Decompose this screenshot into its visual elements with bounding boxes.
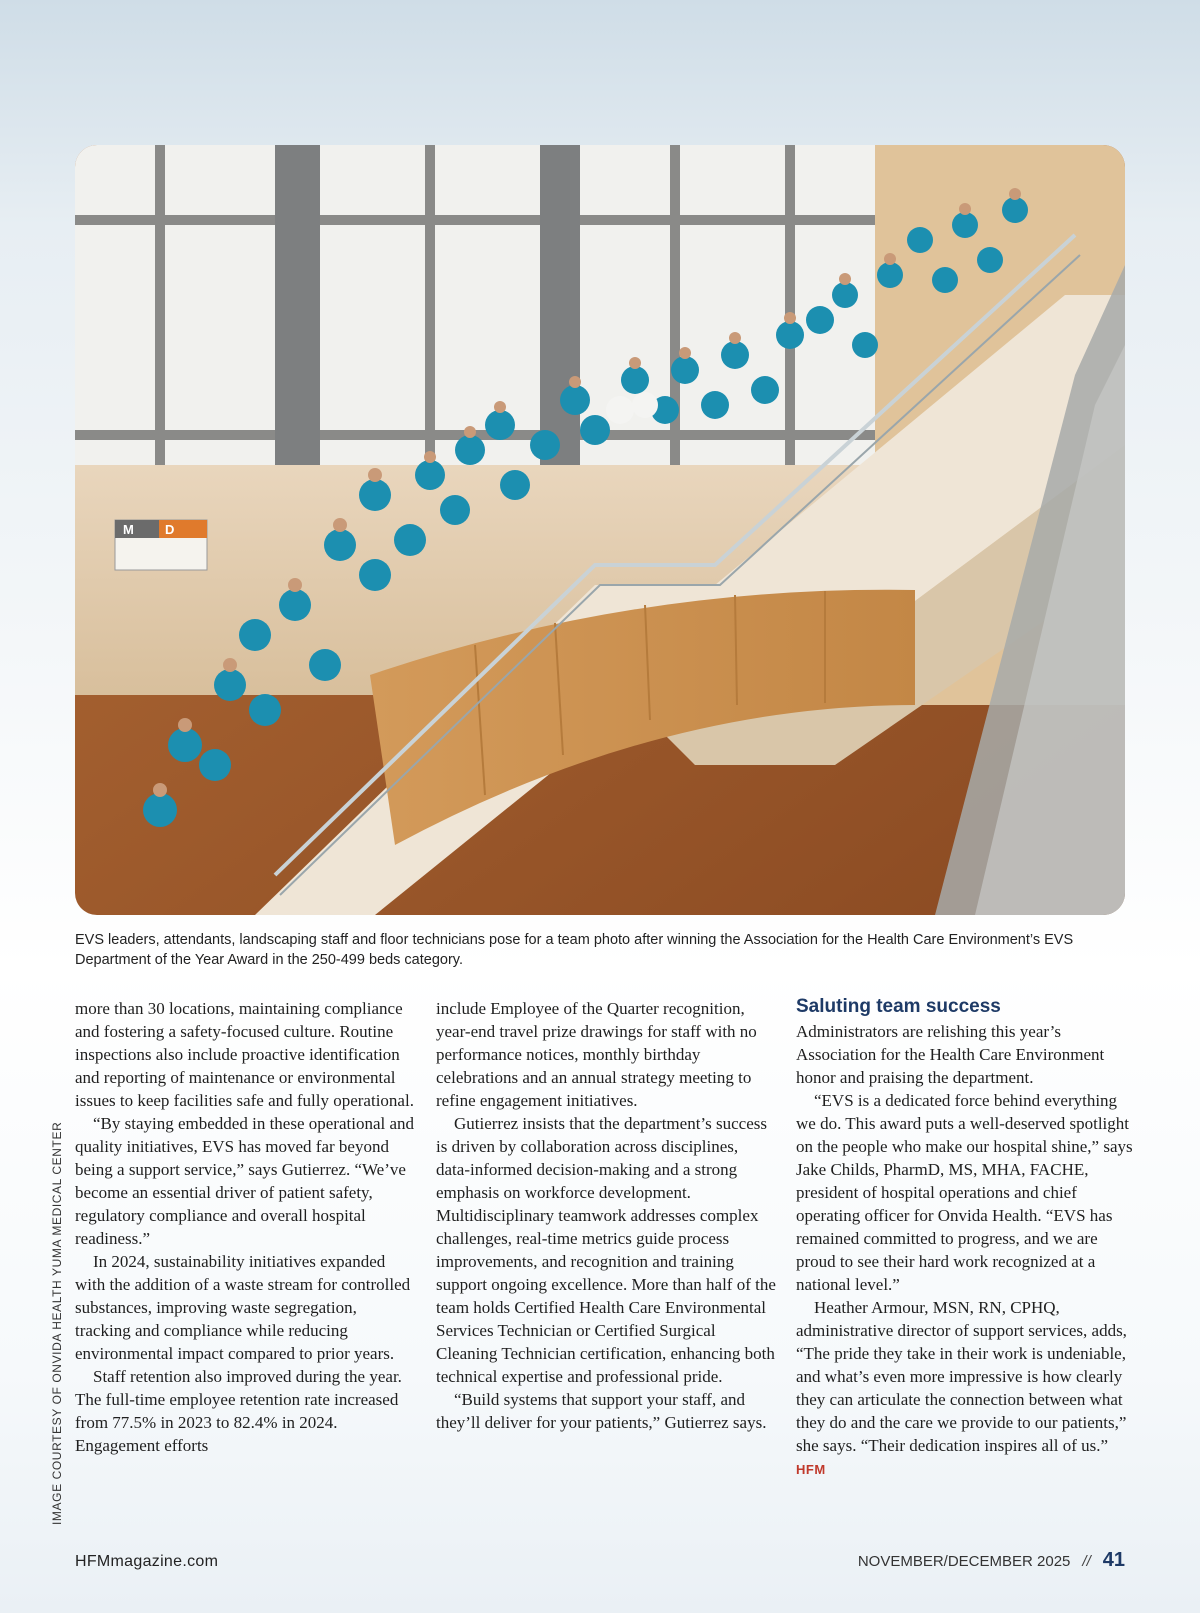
footer-issue [858,1549,1125,1572]
footer-separator: // [1082,1553,1091,1570]
paragraph: “Build systems that support your staff, and they’ll deliver for your patients,” Gutierrez says. [436,1390,767,1432]
paragraph: “By staying embedded in these operational and quality initiatives, EVS has moved far beyond being a support service,” says Gutierrez. “We’ve become an essential driver of patient safety, regulatory compliance and overall hospital readiness.” [75,1114,415,1248]
end-mark: HFM [796,1462,826,1477]
sign-d-text: D [165,522,175,537]
paragraph: include Employee of the Quarter recognition, year-end travel prize drawings for staff with no performance notices, monthly birthday celebrations and an annual strategy meeting to refine engagement initiatives. [436,999,757,1110]
paragraph: Administrators are relishing this year’s Association for the Health Care Environment honor and praising the department. [796,1022,1105,1087]
section-heading: Saluting team success [796,996,1001,1017]
footer-site-link[interactable]: HFMmagazine.com [75,1553,219,1570]
page-number: 41 [1102,1549,1125,1571]
paragraph [796,1296,1136,1481]
column-2 [436,997,776,1434]
column-3 [796,995,1136,1481]
photo-caption: EVS leaders, attendants, landscaping staff and floor technicians pose for a team photo after winning the Association for the Health Care Environment’s EVS Department of the Year Award in the 250-499 beds category. [75,932,1074,968]
sign-m-text: M [123,522,134,537]
issue-date: NOVEMBER/DECEMBER 2025 [857,1553,1071,1570]
column-1 [75,997,415,1457]
paragraph: “EVS is a dedicated force behind everything we do. This award puts a well-deserved spotlight on the people who make our hospital shine,” says Jake Childs, PharmD, MS, MHA, FACHE, president of hospital operations and chief operating officer for Onvida Health. “EVS has remained committed to progress, and we are proud to see their hard work recognized at a national level.” [796,1091,1133,1294]
paragraph-text: Heather Armour, MSN, RN, CPHQ, administrative director of support services, adds, “The pride they take in their work is undeniable, and what’s even more impressive is how clearly they can articulate the connection between what they do and the care we provide to our patients,” she says. “Their dedication inspires all of us.” [796,1298,1127,1455]
team-photo-illustration [75,145,1125,915]
paragraph: more than 30 locations, maintaining compliance and fostering a safety-focused culture. Routine inspections also include proactive identification and reporting of maintenance or environmental issues to keep facilities safe and fully operational. [75,999,414,1110]
team-photo [75,145,1125,915]
wayfinding-sign [115,520,207,570]
image-credit: IMAGE COURTESY OF ONVIDA HEALTH YUMA MEDICAL CENTER [50,1121,64,1525]
paragraph: Staff retention also improved during the year. The full-time employee retention rate increased from 77.5% in 2023 to 82.4% in 2024. Engagement efforts [75,1367,402,1455]
paragraph: In 2024, sustainability initiatives expanded with the addition of a waste stream for controlled substances, improving waste segregation, tracking and compliance while reducing environmental impact compared to prior years. [75,1252,411,1363]
paragraph: Gutierrez insists that the department’s success is driven by collaboration across disciplines, data-informed decision-making and a strong emphasis on workforce development. Multidisciplinary teamwork addresses complex challenges, real-time metrics guide process improvements, and recognition and training support ongoing excellence. More than half of the team holds Certified Health Care Environmental Services Technician or Certified Surgical Cleaning Technician certification, enhancing both technical expertise and professional pride. [436,1114,776,1386]
